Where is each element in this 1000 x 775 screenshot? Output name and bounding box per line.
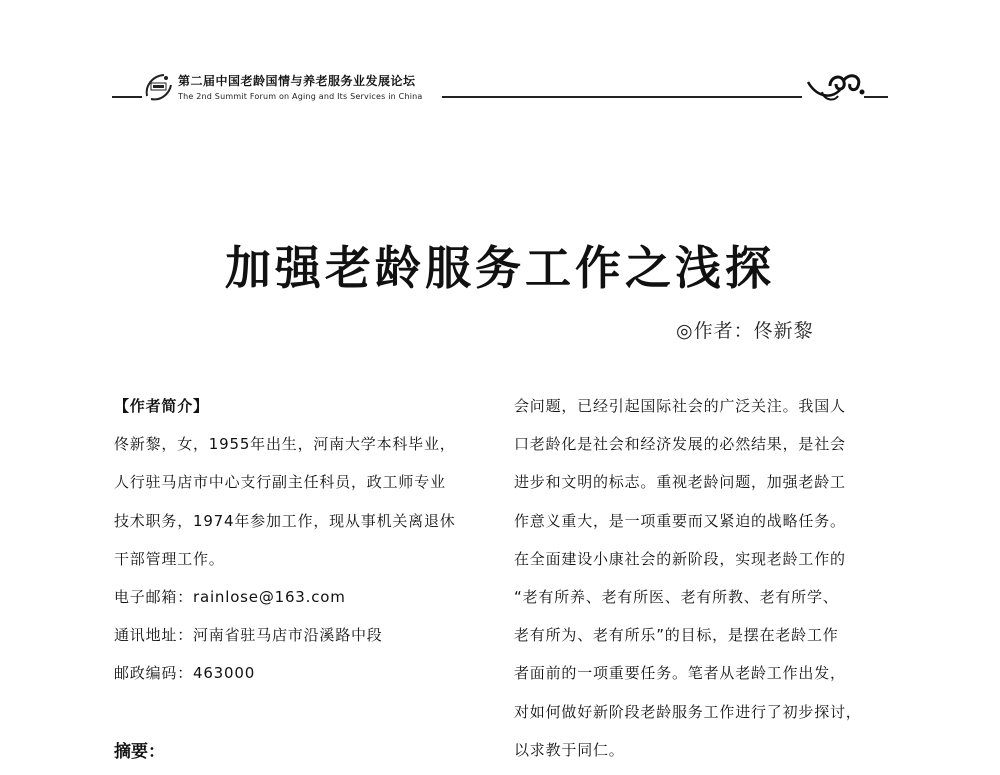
bio-line: 技术职务，1974年参加工作，现从事机关离退休 — [114, 511, 456, 530]
bio-line: 人行驻马店市中心支行副主任科员，政工师专业 — [114, 473, 446, 492]
forum-title-english: The 2nd Summit Forum on Aging and Its Services in China — [178, 92, 423, 101]
author-intro-heading: 【作者简介】 — [114, 397, 209, 415]
cloud-ornament-icon — [804, 66, 868, 108]
body-line: 进步和文明的标志。重视老龄问题，加强老龄工 — [514, 473, 846, 492]
forum-titles — [178, 72, 422, 101]
article-title: 加强老龄服务工作之浅探 — [225, 241, 775, 295]
body-line: 者面前的一项重要任务。笔者从老龄工作出发， — [514, 664, 846, 683]
header-rule — [112, 96, 142, 98]
bio-line: 佟新黎，女，1955年出生，河南大学本科毕业， — [114, 435, 456, 454]
author-postcode: 邮政编码：463000 — [114, 664, 256, 683]
author-address: 通讯地址：河南省驻马店市沿溪路中段 — [114, 626, 383, 645]
body-line: 老有所为、老有所乐”的目标，是摆在老龄工作 — [514, 626, 839, 645]
page-header — [112, 66, 892, 110]
body-line: 在全面建设小康社会的新阶段，实现老龄工作的 — [514, 549, 846, 568]
forum-emblem-icon — [142, 70, 176, 104]
bio-line: 干部管理工作。 — [114, 549, 225, 568]
body-text-column — [514, 393, 894, 775]
abstract-label: 摘要： — [114, 742, 165, 762]
forum-title-chinese: 第二届中国老龄国情与养老服务业发展论坛 — [178, 74, 416, 88]
header-rule — [442, 96, 802, 98]
body-line: 对如何做好新阶段老龄服务工作进行了初步探讨， — [514, 702, 862, 721]
body-line: 以求教于同仁。 — [514, 740, 625, 759]
author-email: 电子邮箱：rainlose@163.com — [114, 587, 346, 606]
body-line: 作意义重大，是一项重要而又紧迫的战略任务。 — [514, 511, 846, 530]
body-line: 会问题，已经引起国际社会的广泛关注。我国人 — [514, 397, 846, 415]
header-rule — [864, 96, 888, 98]
author-intro-column — [114, 393, 494, 699]
body-line: 口老龄化是社会和经济发展的必然结果，是社会 — [514, 435, 846, 454]
article-byline: ◎作者：佟新黎 — [676, 320, 814, 342]
body-line: “老有所养、老有所医、老有所教、老有所学、 — [514, 587, 839, 606]
